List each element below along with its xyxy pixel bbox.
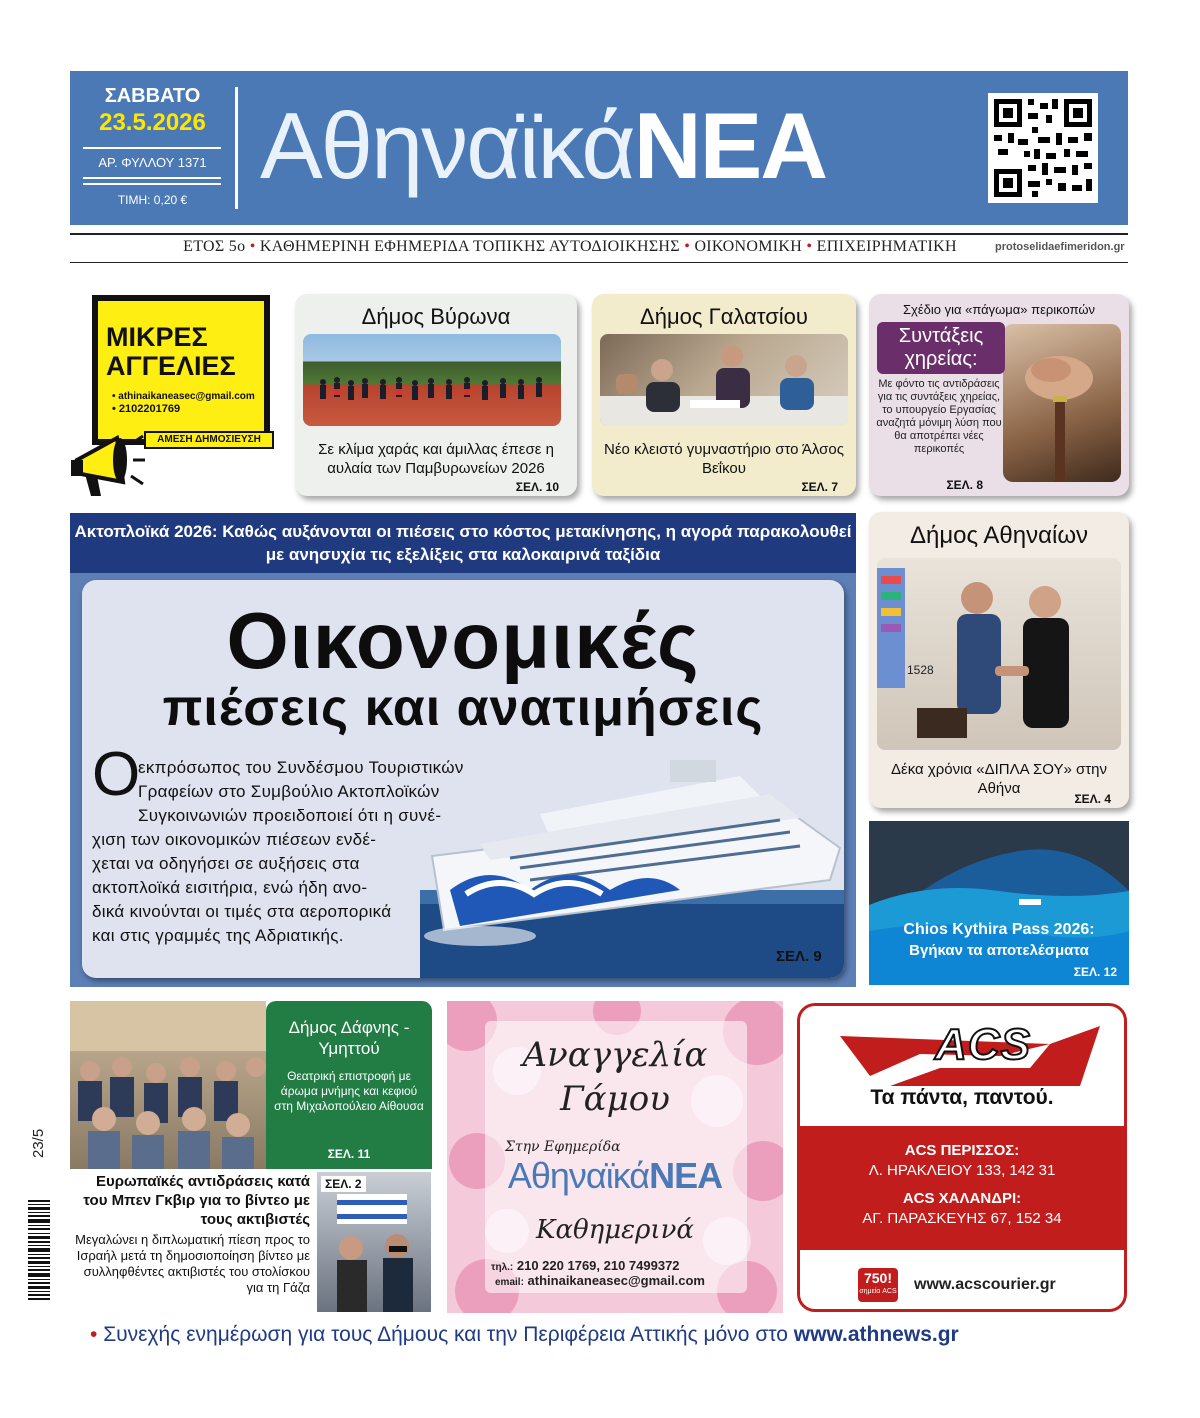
page-ref[interactable]: ΣΕΛ. 7 [801, 480, 838, 494]
qr-code-icon[interactable] [988, 93, 1098, 203]
wedding-ad[interactable] [447, 1001, 783, 1313]
card-pensions[interactable] [869, 294, 1129, 496]
photo-sports-event [303, 334, 561, 426]
card-title-badge: Συντάξεις χηρείας: [877, 322, 1005, 374]
photo-elderly-hands [1003, 324, 1121, 482]
footer-banner: • Συνεχής ενημέρωση για τους Δήμους και την Περιφέρεια Αττικής μόνο στο www.athnews.gr [90, 1323, 959, 1346]
wedding-email-address[interactable]: athinaikaneasec@gmail.com [527, 1273, 705, 1288]
acs-url[interactable]: www.acscourier.gr [914, 1276, 1056, 1293]
footer-text: Συνεχής ενημέρωση για τους Δήμους και την Περιφέρεια Αττικής μόνο στο [103, 1323, 794, 1346]
logo-thin: Αθηναϊκά [507, 1155, 650, 1196]
card-athens[interactable] [869, 512, 1129, 808]
card-caption: Σε κλίμα χαράς και άμιλλας έπεσε η αυλαία των Παμβυρωνείων 2026 [318, 441, 554, 477]
page-ref[interactable]: ΣΕΛ. 10 [515, 480, 559, 494]
issue-price: ΤΙΜΗ: 0,20 € [117, 193, 188, 207]
lead-kicker[interactable]: Ακτοπλοϊκά 2026: Καθώς αυξάνονται οι πιέσεις στο κόστος μετακίνησης, η αγορά παρακολουθεί με ανησυχία τις εξελίξεις στα καλοκαιρινά ταξίδια [70, 513, 856, 573]
logo-bold: ΝΕΑ [649, 1155, 723, 1196]
card-title: Δήμος Αθηναίων [909, 522, 1089, 549]
acs-ad[interactable] [797, 1003, 1127, 1312]
lead-body [92, 756, 562, 948]
wedding-phones [491, 1258, 783, 1273]
page-ref[interactable]: ΣΕΛ. 2 [321, 1176, 366, 1192]
card-dafni[interactable] [266, 1001, 432, 1169]
divider [83, 183, 221, 185]
card-caption: Θεατρική επιστροφή με άρωμα μνήμης και κεφιού στη Μιχαλοπούλειο Αίθουσα [274, 1069, 424, 1113]
body-line: χεται να οδηγήσει σε αυξήσεις στα [92, 854, 360, 873]
card-title: Δήμος Βύρωνα [361, 304, 511, 329]
badge-sub: σημεία ACS [859, 1288, 897, 1295]
body-line: και στις γραμμές της Αδριατικής. [92, 926, 344, 945]
tagline: ΕΤΟΣ 5ο • ΚΑΘΗΜΕΡΙΝΗ ΕΦΗΜΕΡΙΔΑ ΤΟΠΙΚΗΣ ΑΥΤΟΔΙΟΙΚΗΣΗΣ • ΟΙΚΟΝΟΜΙΚΗ • ΕΠΙΧΕΙΡΗΜΑΤΙΚΗ [183, 238, 957, 255]
acs-logo: ACS [935, 1020, 1031, 1069]
wedding-phone-numbers[interactable]: 210 220 1769, 210 7499372 [516, 1258, 680, 1273]
wedding-email [495, 1273, 783, 1288]
card-kicker: Σχέδιο για «πάγωμα» περικοπών [902, 302, 1096, 317]
body-line: εκπρόσωπος του Συνδέσμου Τουριστικών [138, 758, 464, 777]
photo-sea-cave [869, 821, 1129, 985]
classifieds-badge: ΑΜΕΣΗ ΔΗΜΟΣΙΕΥΣΗ [144, 431, 274, 449]
masthead [70, 71, 1128, 225]
card-galatsi[interactable] [592, 294, 856, 496]
side-date: 23/5 [30, 1128, 47, 1158]
lead-subheadline: πιέσεις και ανατιμήσεις [162, 679, 764, 737]
card-caption: Νέο κλειστό γυμναστήριο στο Άλσος Βεΐκου [604, 441, 844, 477]
wedding-logo [447, 1155, 783, 1197]
classifieds-email[interactable]: • athinaikaneasec@gmail.com [112, 391, 255, 402]
photo-handshake [877, 558, 1121, 750]
classifieds-title-line: ΑΓΓΕΛΙΕΣ [106, 351, 236, 381]
page-ref[interactable]: ΣΕΛ. 12 [1073, 965, 1117, 979]
acs-badge [858, 1268, 898, 1302]
body-line: Γραφείων στο Συμβούλιο Ακτοπλοϊκών [138, 782, 440, 801]
divider [83, 147, 221, 149]
world-body: Μεγαλώνει η διπλωματική πίεση προς το Ισραήλ μετά τη δημοσιοποίηση βίντεο με συλληφθέντες ακτιβιστές του στολίσκου για τη Γάζα [75, 1232, 310, 1295]
photo-signing [600, 334, 848, 426]
divider [83, 177, 221, 179]
photo-activists [317, 1172, 431, 1312]
photo-text: 1528 [907, 663, 934, 677]
phone-label: τηλ.: [491, 1262, 514, 1273]
page-ref[interactable]: ΣΕΛ. 9 [776, 948, 822, 965]
tagline-part: ΚΑΘΗΜΕΡΙΝΗ ΕΦΗΜΕΡΙΔΑ ΤΟΠΙΚΗΣ ΑΥΤΟΔΙΟΙΚΗΣΗΣ [259, 238, 680, 255]
tagline-part: ΕΠΙΧΕΙΡΗΜΑΤΙΚΗ [816, 238, 957, 255]
wedding-title1: Αναγγελία [522, 1035, 708, 1075]
store-address: Λ. ΗΡΑΚΛΕΙΟΥ 133, 142 31 [868, 1162, 1056, 1179]
divider [235, 87, 238, 209]
badge-number: 750! [863, 1270, 893, 1286]
classifieds-box[interactable] [92, 295, 277, 455]
chios-line1: Chios Kythira Pass 2026: [903, 921, 1095, 938]
card-title: Δήμος Δάφνης - Υμηττού [288, 1018, 410, 1058]
source-watermark: protoselidaefimeridon.gr [995, 241, 1125, 253]
lead-headline: Οικονομικές [226, 596, 700, 685]
logo-thin: Αθηναϊκά [260, 93, 634, 198]
chios-line2: Βγήκαν τα αποτελέσματα [909, 942, 1089, 959]
body-line: ακτοπλοϊκά εισιτήρια, ενώ ήδη ανο- [92, 878, 368, 897]
page-ref[interactable]: ΣΕΛ. 11 [327, 1147, 371, 1161]
tagline-part: ΟΙΚΟΝΟΜΙΚΗ [694, 238, 803, 255]
megaphone-icon [67, 430, 147, 505]
wedding-daily: Καθημερινά [536, 1215, 694, 1245]
card-vyronas[interactable] [295, 294, 577, 496]
page-ref[interactable]: ΣΕΛ. 8 [946, 478, 983, 492]
wedding-title2: Γάμου [560, 1079, 670, 1119]
body-line: δικά κινούνται οι τιμές στα αεροπορικά [92, 902, 392, 921]
chios-promo[interactable] [869, 821, 1129, 985]
page-ref[interactable]: ΣΕΛ. 4 [1074, 792, 1111, 806]
acs-slogan: Τα πάντα, παντού. [870, 1086, 1054, 1109]
card-title: Δήμος Γαλατσίου [640, 304, 808, 329]
body-line: Συγκοινωνιών προειδοποιεί ότι η συνέ- [138, 806, 442, 825]
logo-bold: ΝΕΑ [633, 93, 827, 198]
barcode-icon [28, 1200, 56, 1300]
world-headline[interactable]: Ευρωπαϊκές αντιδράσεις κατά του Μπεν Γκβιρ για το βίντεο με τους ακτιβιστές [83, 1173, 310, 1228]
issue-day: ΣΑΒΒΑΤΟ [104, 85, 201, 107]
body-line: χιση των οικονομικών πιέσεων ενδέ- [92, 830, 377, 849]
photo-theater-audience [70, 1001, 266, 1169]
card-caption: Με φόντο τις αντιδράσεις για τις συντάξεις χηρείας, το υπουργείο Εργασίας αναζητά μόνιμη λύση που θα αποτρέπει νέες περικοπές [876, 378, 1002, 455]
classifieds-title-line: ΜΙΚΡΕΣ [106, 322, 208, 352]
newspaper-logo[interactable] [260, 81, 826, 211]
classifieds-title [106, 323, 236, 381]
lead-story[interactable] [82, 580, 844, 978]
store-name: ACS ΠΕΡΙΣΣΟΣ: [904, 1142, 1020, 1159]
tagline-year: ΕΤΟΣ 5ο [183, 238, 246, 255]
card-caption: Δέκα χρόνια «ΔΙΠΛΑ ΣΟΥ» στην Αθήνα [890, 761, 1107, 797]
drop-cap: Ο [92, 740, 141, 809]
issue-number: ΑΡ. ΦΥΛΛΟΥ 1371 [98, 155, 207, 170]
wedding-sub: Στην Εφημερίδα [505, 1139, 621, 1155]
classifieds-phone[interactable]: • 2102201769 [112, 403, 181, 415]
store-name: ACS ΧΑΛΑΝΔΡΙ: [902, 1190, 1022, 1207]
footer-url[interactable]: www.athnews.gr [793, 1323, 959, 1346]
email-label: email: [495, 1277, 524, 1288]
issue-date: 23.5.2026 [99, 109, 206, 136]
store-address: ΑΓ. ΠΑΡΑΣΚΕΥΗΣ 67, 152 34 [862, 1210, 1062, 1227]
